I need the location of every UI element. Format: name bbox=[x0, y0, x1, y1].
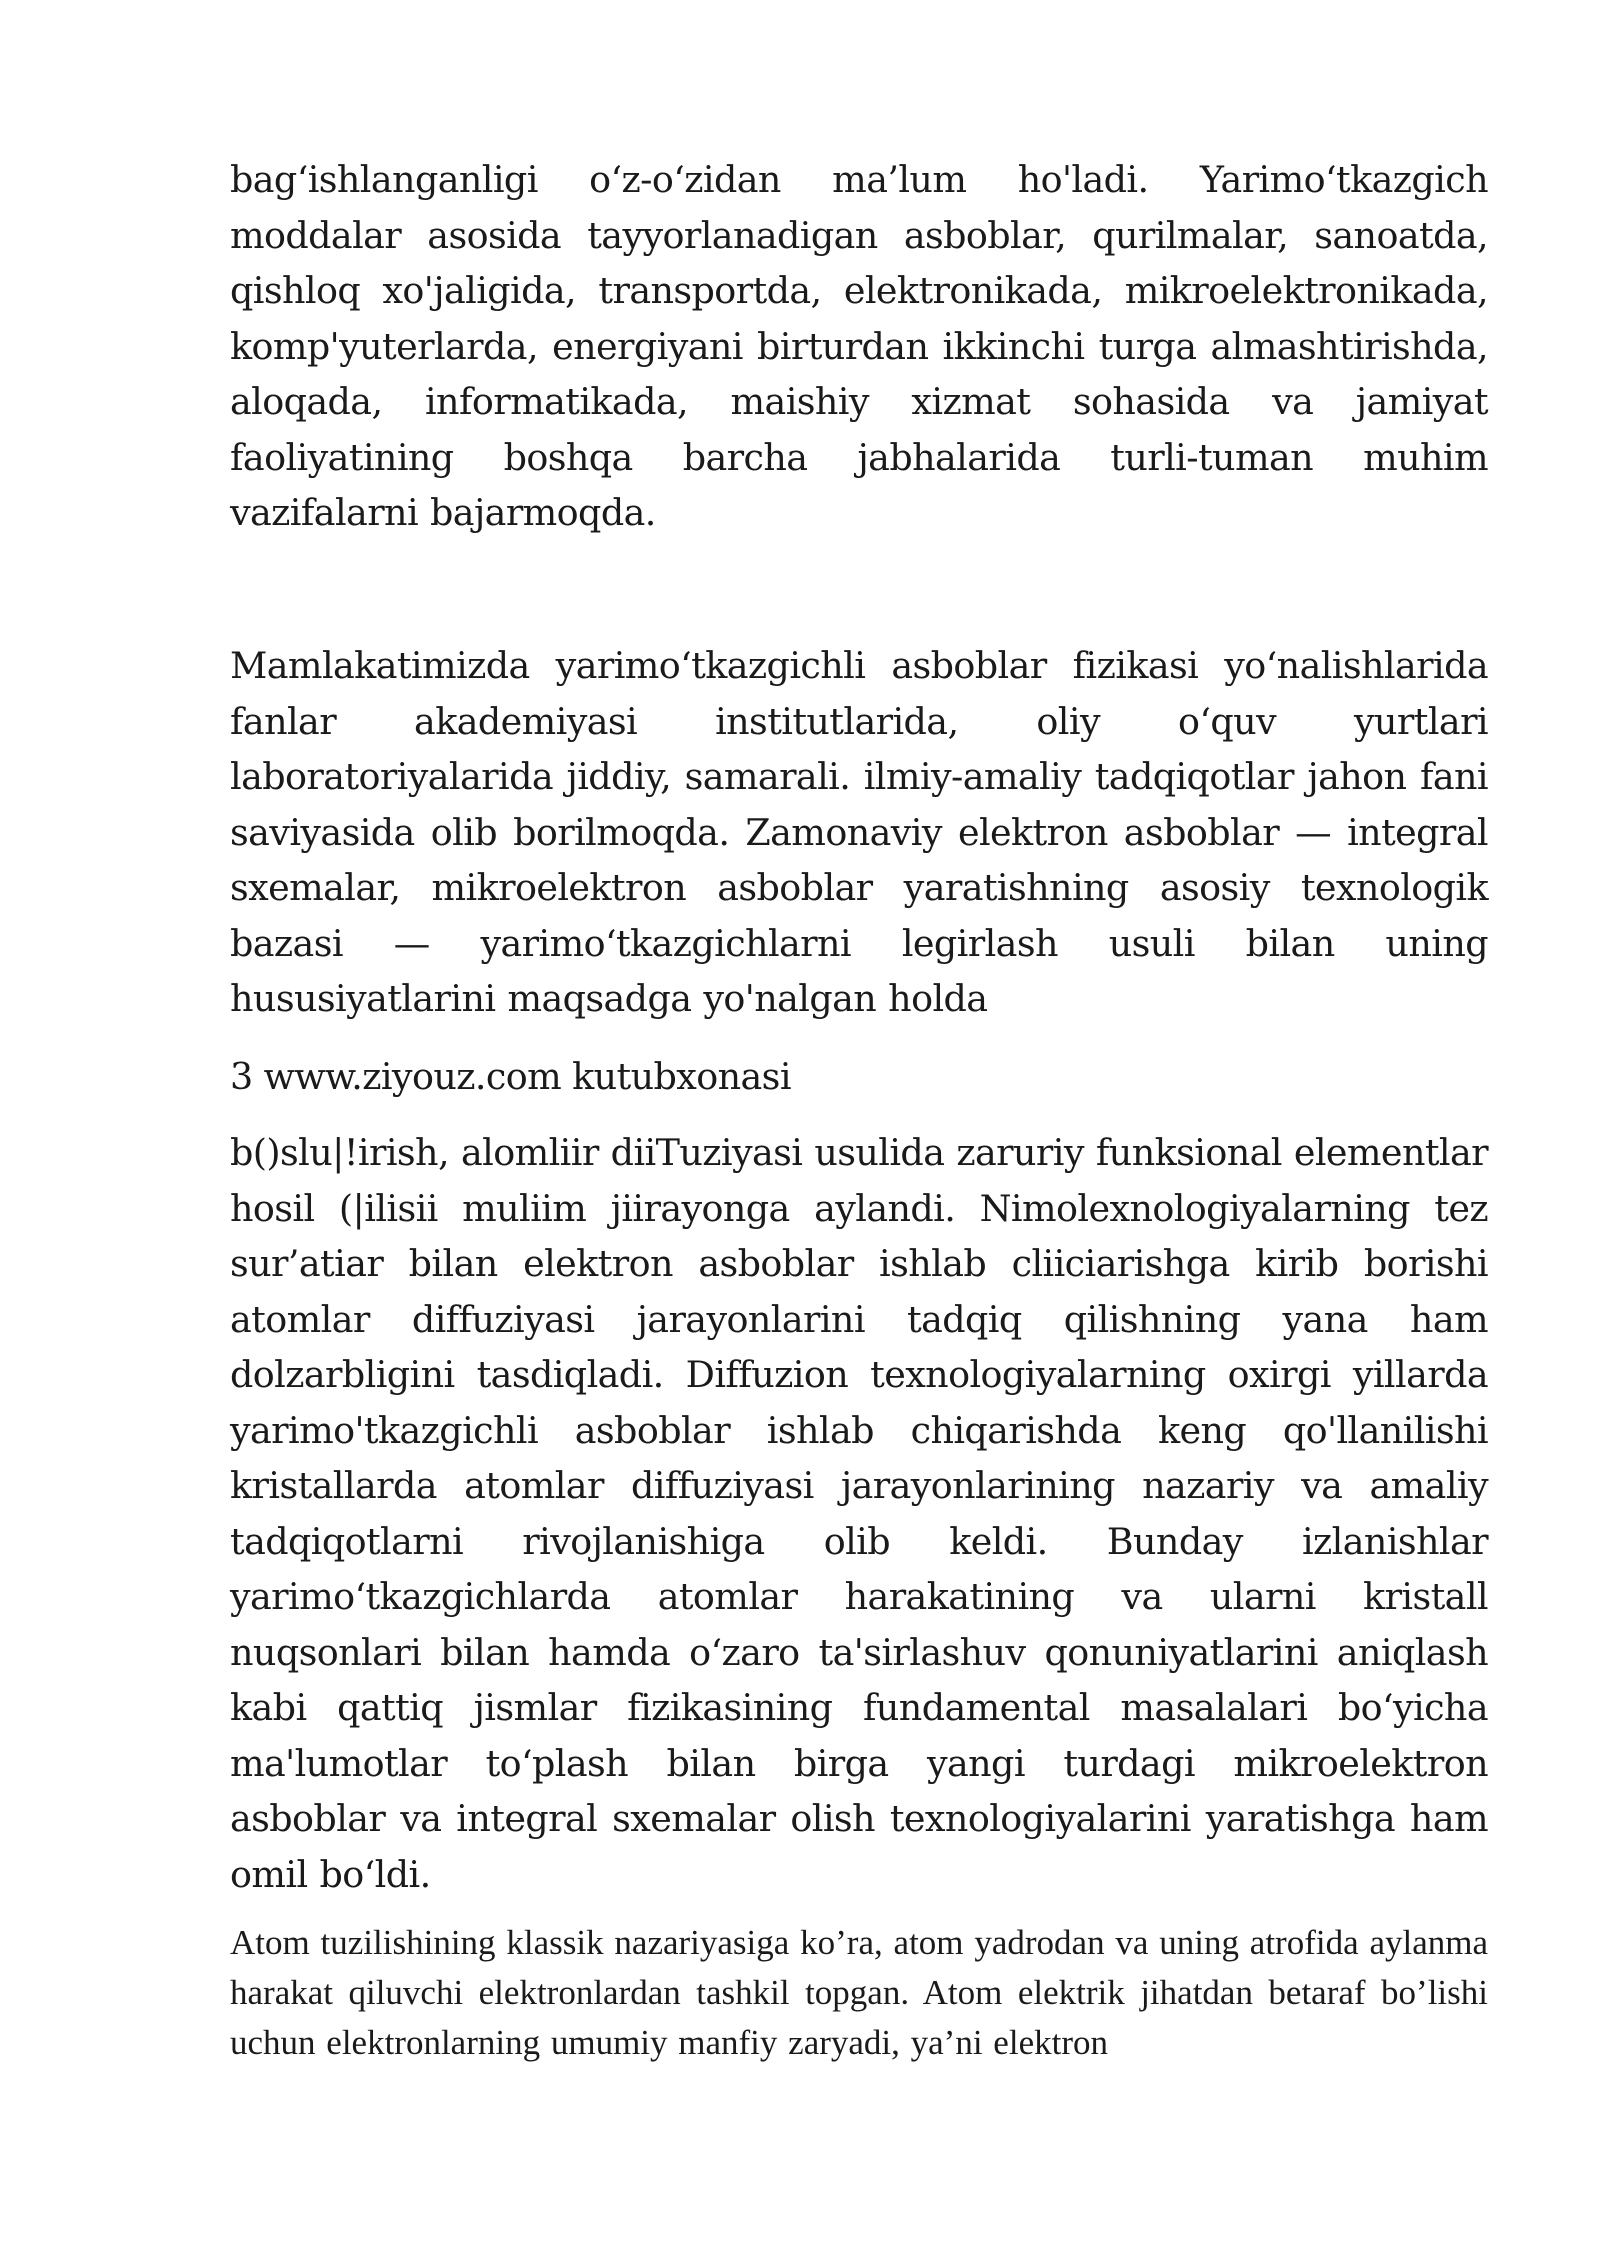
body-paragraph: Atom tuzilishining klassik nazariyasiga ko’ra, atom yadrodan va uning atrofida aylanma harakat qiluvchi elektronlardan tashkil topgan. Atom elektrik jihatdan betaraf bo’lishi uchun elektronlarning umumiy manfiy zaryadi, ya’ni elektron bbox=[230, 1923, 1488, 2062]
body-paragraph: Mamlakatimizda yarimo‘tkazgichli asboblar fizikasi yo‘nalishlarida fanlar akademiyasi institutlarida, oliy o‘quv yurtlari laboratoriyalarida jiddiy, samarali. ilmiy-amaliy tadqiqotlar jahon fani saviyasida olib borilmoqda. Zamonaviy elektron asboblar — integral sxemalar, mikroelektron asboblar yaratishning asosiy texnologik bazasi — yarimo‘tkazgichlarni legirlash usuli bilan uning hususiyatlarini maqsadga yo'nalgan holda bbox=[230, 644, 1488, 1020]
body-paragraph: b()slu|!irish, alomliir diiTuziyasi usulida zaruriy funksional elementlar hosil (|ilisii muliim jiirayonga aylandi. Nimolexnologiyalarning tez sur’atiar bilan elektron asboblar ishlab cliiciarishga kirib borishi atomlar diffuziyasi jarayonlarini tadqiq qilishning yana ham dolzarbligini tasdiqladi. Diffuzion texnologiyalarning oxirgi yillarda yarimo'tkazgichli asboblar ishlab chiqarishda keng qo'llanilishi kristallarda atomlar diffuziyasi jarayonlarining nazariy va amaliy tadqiqotlarni rivojlanishiga olib keldi. Bunday izlanishlar yarimo‘tkazgichlarda atomlar harakatining va ularni kristall nuqsonlari bilan hamda o‘zaro ta'sirlashuv qonuniyatlarini aniqlash kabi qattiq jismlar fizikasining fundamental masalalari bo‘yicha ma'lumotlar to‘plash bilan birga yangi turdagi mikroelektron asboblar va integral sxemalar olish texnologiyalarini yaratishga ham omil bo‘ldi. bbox=[230, 1131, 1488, 1896]
page-footer: 3 www.ziyouz.com kutubxonasi bbox=[230, 1055, 791, 1098]
body-paragraph: bag‘ishlanganligi o‘z-o‘zidan ma’lum ho'ladi. Yarimo‘tkazgich moddalar asosida tayyorlanadigan asboblar, qurilmalar, sanoatda, qishloq xo'jaligida, transportda, elektronikada, mikroelektronikada, komp'yuterlarda, energiyani birturdan ikkinchi turga almashtirishda, aloqada, informatikada, maishiy xizmat sohasida va jamiyat faoliyatining boshqa barcha jabhalarida turli-tuman muhim vazifalarni bajarmoqda. bbox=[230, 158, 1488, 534]
